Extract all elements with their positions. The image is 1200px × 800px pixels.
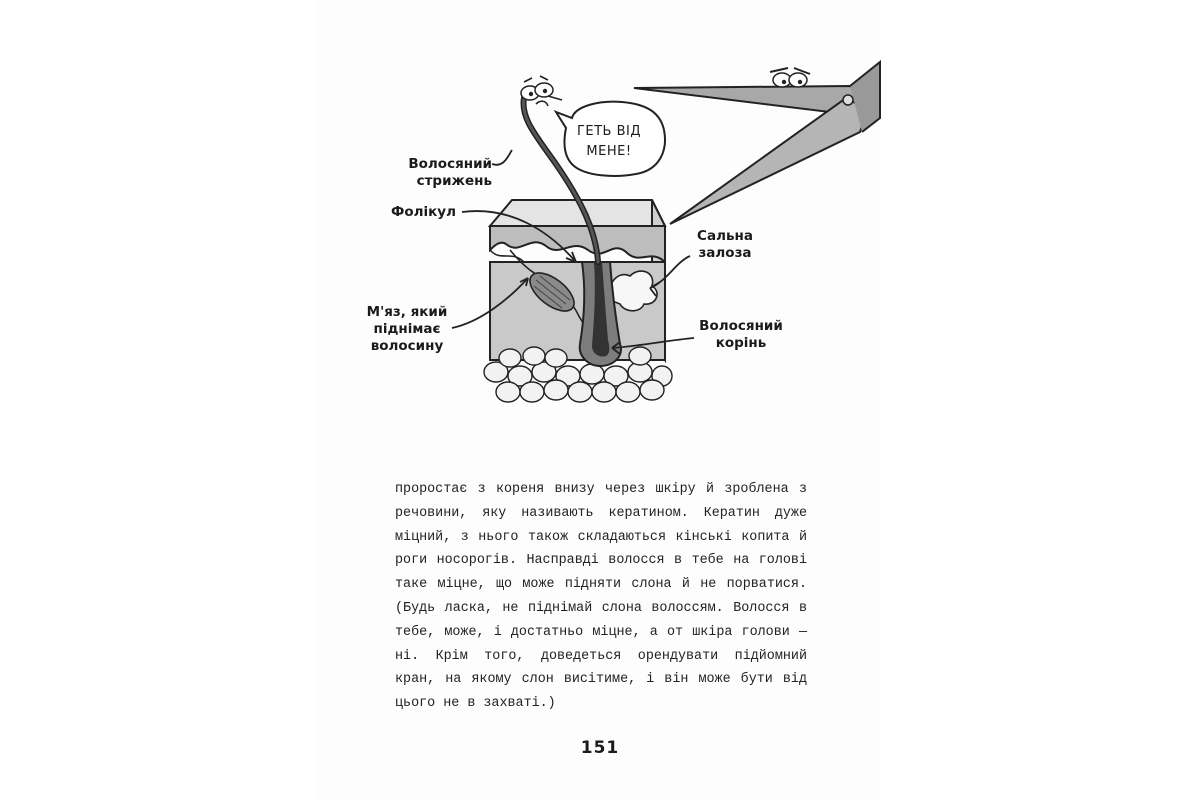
page-number: 151 — [580, 738, 620, 758]
label-arrector-muscle: М'яз, який піднімає волосину — [366, 304, 448, 354]
body-paragraph: проростає з кореня внизу через шкіру й зроблена з речовини, яку називають кератином. Кератин дуже міцний, з нього також складаються кінські копита й роги носорогів. Насправді волосся в тебе на голові таке міцне, що може підняти слона й не порватися. (Будь ласка, не піднімай слона волоссям. Волосся в тебе, може, і достатньо міцне, а от шкіра голови — ні. Крім того, доведеться орендувати підйомний кран, на якому слон висітиме, і він може бути від цього не в захваті.) — [395, 482, 807, 712]
skin-cross-section — [484, 200, 672, 402]
label-hair-root: Волосяний корінь — [699, 318, 783, 351]
label-hair-shaft: Волосяний стрижень — [408, 156, 492, 189]
speech-bubble-text: ГЕТЬ ВІД МЕНЕ! — [576, 124, 642, 159]
scissors-icon — [634, 62, 880, 224]
label-sebaceous-gland: Сальна залоза — [697, 228, 753, 261]
label-follicle: Фолікул — [390, 204, 456, 220]
